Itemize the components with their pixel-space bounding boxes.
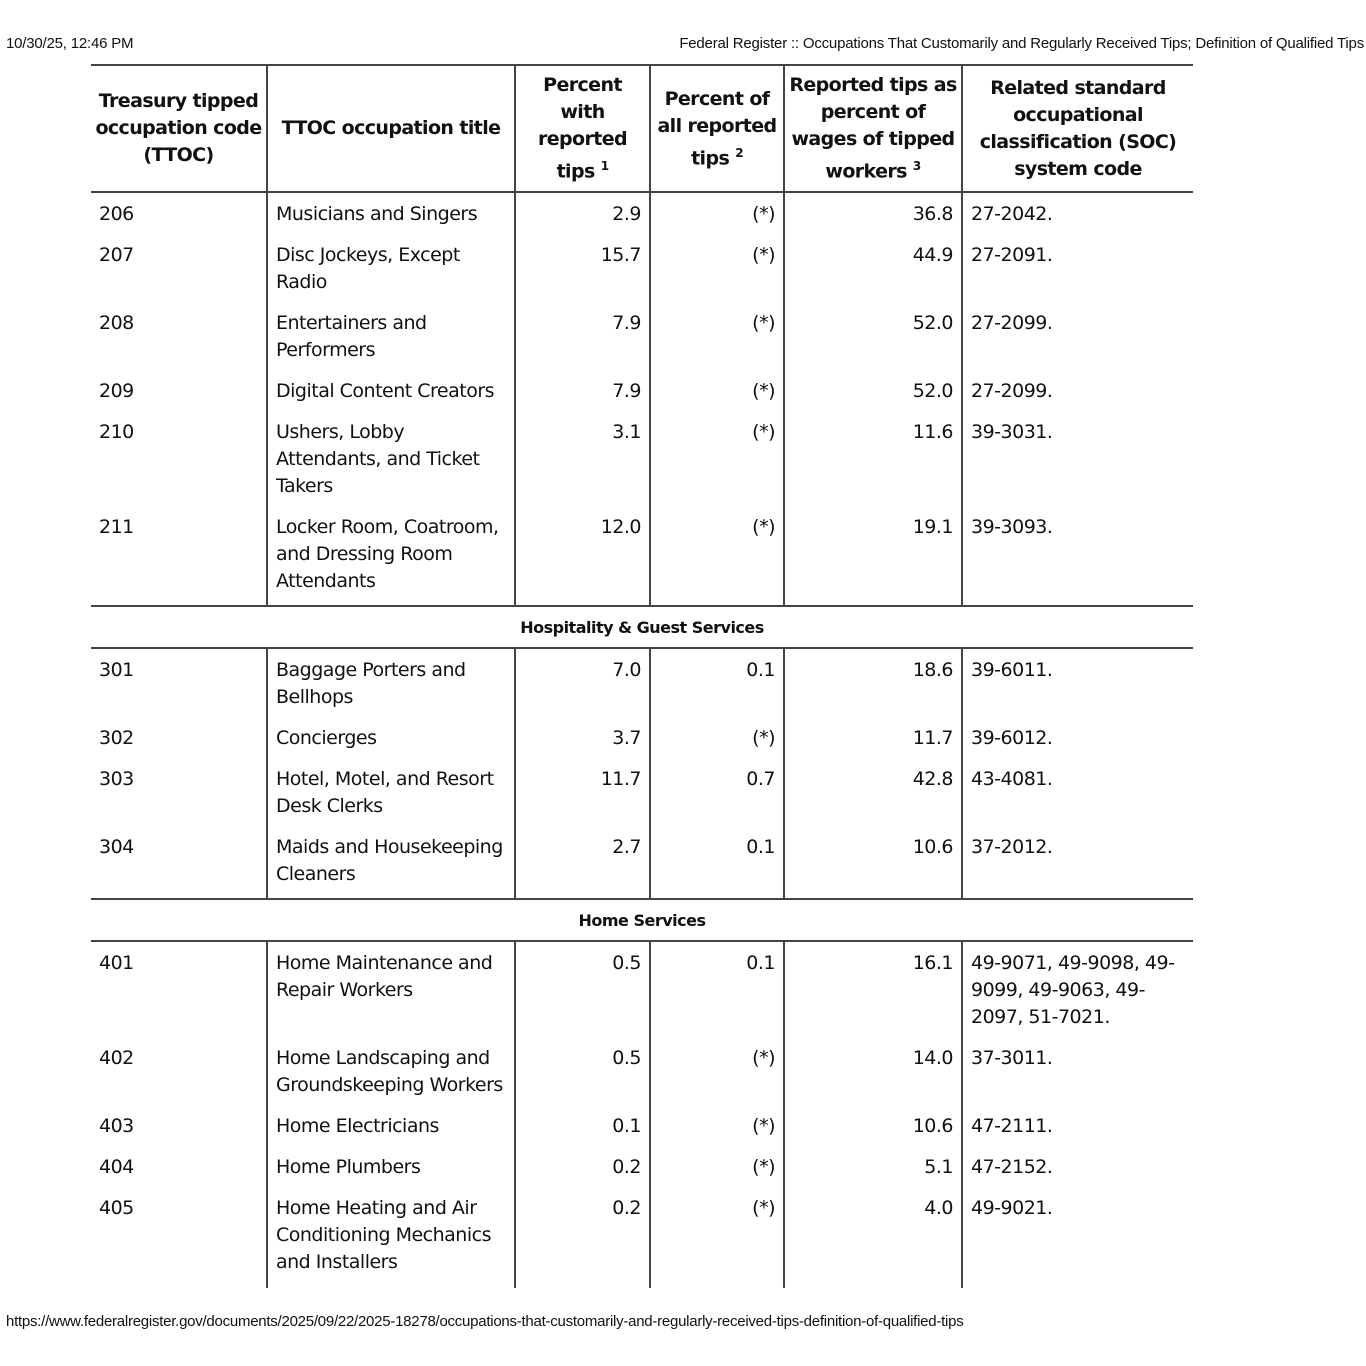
pct-all-tips-cell: 0.1	[650, 826, 784, 899]
table-row	[91, 648, 1193, 717]
pct-all-tips-cell: (*)	[650, 1187, 784, 1288]
occupation-title-cell: Concierges	[267, 717, 515, 758]
soc-code-cell: 27-2099.	[962, 370, 1193, 411]
ttoc-code-cell: 304	[91, 826, 267, 899]
occupation-title-cell: Locker Room, Coatroom, and Dressing Room Attendants	[267, 506, 515, 606]
pct-with-tips-cell: 0.2	[515, 1146, 650, 1187]
tips-pct-wages-cell: 52.0	[784, 302, 962, 370]
ttoc-code-cell: 210	[99, 421, 134, 444]
tips-pct-wages-cell: 11.7	[784, 717, 962, 758]
occupation-title-cell: Digital Content Creators	[267, 370, 515, 411]
occupation-title-cell: Musicians and Singers	[267, 192, 515, 234]
ttoc-code-cell: 302	[99, 727, 134, 750]
tips-pct-wages-cell: 18.6	[784, 648, 962, 717]
ttoc-code-cell: 301	[99, 659, 134, 682]
ttoc-code-cell: 401	[99, 952, 134, 975]
pct-with-tips-cell: 15.7	[515, 234, 650, 302]
section-title: Home Services	[91, 899, 1193, 941]
soc-code-cell: 39-3031.	[962, 411, 1193, 506]
soc-code-cell: 49-9071, 49-9098, 49-9099, 49-9063, 49-2097, 51-7021.	[962, 941, 1193, 1037]
table-row	[91, 717, 1193, 758]
pct-with-tips-cell: 0.1	[515, 1105, 650, 1146]
soc-code-cell: 39-6012.	[962, 717, 1193, 758]
tips-pct-wages-cell: 16.1	[784, 941, 962, 1037]
pct-all-tips-cell: (*)	[650, 1146, 784, 1187]
col-header-tips-pct-wages-label: Reported tips as percent of wages of tipped workers	[789, 74, 957, 183]
print-header	[6, 35, 1366, 55]
ttoc-code-cell: 206	[99, 203, 134, 226]
tips-pct-wages-cell: 36.8	[784, 192, 962, 234]
table-row	[91, 1187, 1193, 1288]
occupation-title-cell: Baggage Porters and Bellhops	[267, 648, 515, 717]
occupation-title-cell: Home Plumbers	[267, 1146, 515, 1187]
ttoc-code-cell: 303	[99, 768, 134, 791]
section-header-row	[91, 606, 1193, 648]
pct-with-tips-cell: 3.7	[515, 717, 650, 758]
col-header-pct-with-tips	[515, 65, 650, 192]
table-row	[91, 234, 1193, 302]
table-row	[91, 1105, 1193, 1146]
tips-pct-wages-cell: 5.1	[784, 1146, 962, 1187]
pct-with-tips-cell: 3.1	[515, 411, 650, 506]
pct-all-tips-cell: (*)	[650, 192, 784, 234]
col-header-ttoc: Treasury tipped occupation code (TTOC)	[91, 65, 267, 192]
pct-with-tips-cell: 11.7	[515, 758, 650, 826]
col-header-pct-all-tips	[650, 65, 784, 192]
occupation-title-cell: Ushers, Lobby Attendants, and Ticket Takers	[267, 411, 515, 506]
pct-all-tips-cell: (*)	[650, 411, 784, 506]
table-row	[91, 302, 1193, 370]
pct-all-tips-cell: (*)	[650, 302, 784, 370]
pct-all-tips-cell: (*)	[650, 506, 784, 606]
print-page-title: Federal Register :: Occupations That Customarily and Regularly Received Tips; Definition of Qualified Tips	[679, 35, 1364, 52]
soc-code-cell: 43-4081.	[962, 758, 1193, 826]
ttoc-code-cell: 209	[99, 380, 134, 403]
col-header-soc: Related standard occupational classification (SOC) system code	[962, 65, 1193, 192]
pct-with-tips-cell: 12.0	[515, 506, 650, 606]
tips-pct-wages-cell: 10.6	[784, 826, 962, 899]
section-title: Hospitality & Guest Services	[91, 606, 1193, 648]
table-body	[91, 192, 1193, 1288]
table-row	[91, 411, 1193, 506]
occupation-title-cell: Disc Jockeys, Except Radio	[267, 234, 515, 302]
soc-code-cell: 47-2111.	[962, 1105, 1193, 1146]
ttoc-code-cell: 403	[99, 1115, 134, 1138]
pct-with-tips-cell: 7.9	[515, 370, 650, 411]
pct-all-tips-cell: (*)	[650, 370, 784, 411]
footnote-ref-3[interactable]: 3	[912, 159, 921, 173]
occupation-title-cell: Entertainers and Performers	[267, 302, 515, 370]
pct-all-tips-cell: 0.1	[650, 648, 784, 717]
soc-code-cell: 27-2042.	[962, 192, 1193, 234]
occupation-title-cell: Home Maintenance and Repair Workers	[267, 941, 515, 1037]
tips-pct-wages-cell: 19.1	[784, 506, 962, 606]
occupation-title-cell: Home Landscaping and Groundskeeping Workers	[267, 1037, 515, 1105]
tips-pct-wages-cell: 14.0	[784, 1037, 962, 1105]
ttoc-code-cell: 404	[99, 1156, 134, 1179]
soc-code-cell: 47-2152.	[962, 1146, 1193, 1187]
table-row	[91, 826, 1193, 899]
col-header-tips-pct-wages	[784, 65, 962, 192]
tips-pct-wages-cell: 44.9	[784, 234, 962, 302]
footnote-ref-1[interactable]: 1	[600, 159, 609, 173]
ttoc-code-cell: 402	[99, 1047, 134, 1070]
pct-with-tips-cell: 0.5	[515, 941, 650, 1037]
pct-all-tips-cell: (*)	[650, 1037, 784, 1105]
soc-code-cell: 27-2099.	[962, 302, 1193, 370]
col-header-pct-all-tips-label: Percent of all reported tips	[657, 87, 777, 169]
ttoc-code-cell: 207	[99, 244, 134, 267]
pct-with-tips-cell: 2.7	[515, 826, 650, 899]
ttoc-table	[91, 64, 1193, 1288]
pct-all-tips-cell: (*)	[650, 717, 784, 758]
tips-pct-wages-cell: 4.0	[784, 1187, 962, 1288]
pct-all-tips-cell: (*)	[650, 1105, 784, 1146]
table-row	[91, 758, 1193, 826]
table-row	[91, 1037, 1193, 1105]
tips-pct-wages-cell: 11.6	[784, 411, 962, 506]
soc-code-cell: 37-2012.	[962, 826, 1193, 899]
tips-pct-wages-cell: 42.8	[784, 758, 962, 826]
pct-with-tips-cell: 0.5	[515, 1037, 650, 1105]
tips-pct-wages-cell: 10.6	[784, 1105, 962, 1146]
footnote-ref-2[interactable]: 2	[735, 145, 743, 160]
occupation-title-cell: Home Heating and Air Conditioning Mechanics and Installers	[267, 1187, 515, 1288]
col-header-pct-with-tips-label: Percent with reported tips	[537, 74, 628, 183]
ttoc-code-cell: 208	[99, 312, 134, 335]
print-datetime: 10/30/25, 12:46 PM	[6, 35, 134, 52]
ttoc-code-cell: 211	[91, 506, 267, 606]
soc-code-cell: 37-3011.	[962, 1037, 1193, 1105]
pct-all-tips-cell: (*)	[650, 234, 784, 302]
table-row	[91, 1146, 1193, 1187]
occupation-title-cell: Home Electricians	[267, 1105, 515, 1146]
pct-all-tips-cell: 0.7	[650, 758, 784, 826]
section-header-row	[91, 899, 1193, 941]
soc-code-cell: 39-6011.	[962, 648, 1193, 717]
ttoc-code-cell: 405	[99, 1197, 134, 1220]
pct-with-tips-cell: 0.2	[515, 1187, 650, 1288]
pct-with-tips-cell: 2.9	[515, 192, 650, 234]
table-row	[91, 370, 1193, 411]
table-header-row	[91, 65, 1193, 192]
tips-pct-wages-cell: 52.0	[784, 370, 962, 411]
print-footer-url[interactable]: https://www.federalregister.gov/documents/2025/09/22/2025-18278/occupations-that-customarily-and-regularly-received-tips-definition-of-qualified-tips	[6, 1313, 964, 1330]
col-header-title: TTOC occupation title	[267, 65, 515, 192]
table-row	[91, 506, 1193, 606]
pct-all-tips-cell: 0.1	[650, 941, 784, 1037]
soc-code-cell: 27-2091.	[962, 234, 1193, 302]
table-row	[91, 941, 1193, 1037]
pct-with-tips-cell: 7.0	[515, 648, 650, 717]
table-row	[91, 192, 1193, 234]
soc-code-cell: 49-9021.	[962, 1187, 1193, 1288]
pct-with-tips-cell: 7.9	[515, 302, 650, 370]
occupation-title-cell: Maids and Housekeeping Cleaners	[267, 826, 515, 899]
occupation-title-cell: Hotel, Motel, and Resort Desk Clerks	[267, 758, 515, 826]
soc-code-cell: 39-3093.	[962, 506, 1193, 606]
